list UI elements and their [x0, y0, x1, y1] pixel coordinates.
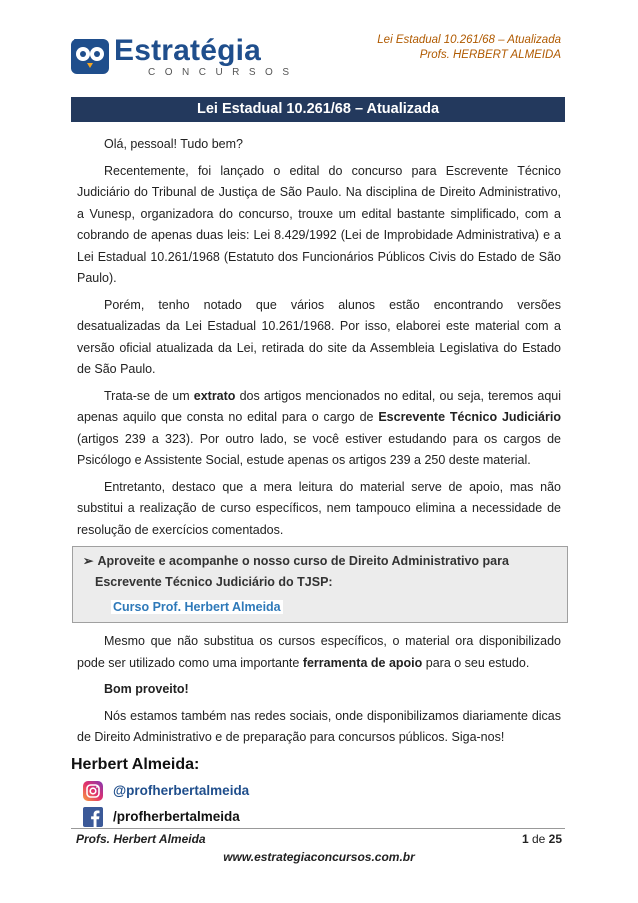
- logo-subtitle: CONCURSOS: [148, 67, 299, 78]
- callout-line-2: Escrevente Técnico Judiciário do TJSP:: [95, 575, 333, 589]
- page-of: de: [528, 832, 549, 846]
- callout-link-row: [83, 597, 559, 618]
- paragraph-3-text-c: dos artigos mencionados no edital, ou seja, teremos aqui apenas aquilo que consta no edital para o cargo de: [77, 388, 562, 424]
- paragraph-3-text-e: (artigos 239 a 323). Por outro lado, se você estiver estudando para os cargos de Psicólogo e Assistente Social, estude apenas os artigos 239 a 250 deste material.: [77, 431, 561, 467]
- owl-logo-icon: [70, 36, 110, 76]
- paragraph-5-bold: ferramenta de apoio: [302, 655, 423, 670]
- facebook-icon: [83, 807, 103, 827]
- paragraph-7: Nós estamos também nas redes sociais, onde disponibilizamos diariamente dicas de Direito Administrativo e de preparação para concursos públicos. Siga-nos!: [77, 708, 561, 744]
- facebook-row[interactable]: [83, 805, 561, 829]
- instagram-row[interactable]: [83, 779, 561, 803]
- paragraph-3-bold-extrato: extrato: [193, 388, 236, 403]
- estrategia-logo[interactable]: [70, 34, 299, 82]
- document-title-bar: Lei Estadual 10.261/68 – Atualizada: [71, 97, 565, 122]
- paragraph-2: Porém, tenho notado que vários alunos estão encontrando versões desatualizadas da Lei Estadual 10.261/1968. Por isso, elaborei este material com a versão oficial atualizada da Lei, retirada do site da Assembleia Legislativa do Estado de São Paulo.: [77, 297, 561, 376]
- paragraph-5: [77, 631, 561, 674]
- course-callout-box: [72, 546, 568, 623]
- callout-line-1: [83, 551, 559, 572]
- footer-url[interactable]: www.estrategiaconcursos.com.br: [223, 850, 415, 864]
- paragraph-3-text-a: Trata-se de um: [104, 388, 194, 403]
- page-current: 1: [521, 832, 529, 846]
- paragraph-3: [77, 386, 561, 472]
- callout-line-1-text: Aproveite e acompanhe o nosso curso de Direito Administrativo para: [97, 554, 509, 568]
- header-doc-title: Lei Estadual 10.261/68 – Atualizada: [377, 34, 561, 46]
- paragraph-4: Entretanto, destaco que a mera leitura do material serve de apoio, mas não substitui a realização de curso específicos, nem tampouco elimina a necessidade de resolução de exercícios comentados.: [77, 479, 561, 537]
- paragraph-5-text-a: Mesmo que não substitua os cursos específicos, o material ora disponibilizado pode ser utilizado como uma importante: [77, 634, 561, 670]
- page-number: [522, 832, 562, 846]
- paragraph-6: Bom proveito!: [104, 682, 189, 696]
- greeting: Olá, pessoal! Tudo bem?: [104, 137, 243, 151]
- header-info: [377, 33, 561, 63]
- arrow-bullet-icon: ➢: [83, 554, 94, 568]
- instagram-icon: [83, 781, 103, 801]
- footer-author: Profs. Herbert Almeida: [76, 832, 206, 846]
- course-link[interactable]: Curso Prof. Herbert Almeida: [113, 600, 281, 614]
- document-body: [71, 134, 562, 831]
- paragraph-5-text-c: para o seu estudo.: [422, 655, 530, 670]
- instagram-handle[interactable]: @profherbertalmeida: [113, 783, 250, 799]
- footer-divider: [71, 828, 565, 829]
- facebook-handle[interactable]: /profherbertalmeida: [113, 809, 240, 825]
- paragraph-3-bold-cargo: Escrevente Técnico Judiciário: [378, 410, 561, 424]
- author-name: Herbert Almeida:: [71, 755, 200, 773]
- logo-name: Estratégia: [114, 34, 262, 67]
- paragraph-1: Recentemente, foi lançado o edital do concurso para Escrevente Técnico Judiciário do Tribunal de Justiça de São Paulo. Na disciplina de Direito Administrativo, a Vunesp, organizadora do concurso, trouxe um edital bastante simplificado, com a cobrando de apenas duas leis: Lei 8.429/1992 (Lei de Improbidade Administrativa) e a Lei Estadual 10.261/1968 (Estatuto dos Funcionários Públicos Civis do Estado de São Paulo).: [77, 163, 561, 285]
- header-authors: Profs. HERBERT ALMEIDA: [419, 49, 561, 61]
- page-total: 25: [548, 832, 562, 846]
